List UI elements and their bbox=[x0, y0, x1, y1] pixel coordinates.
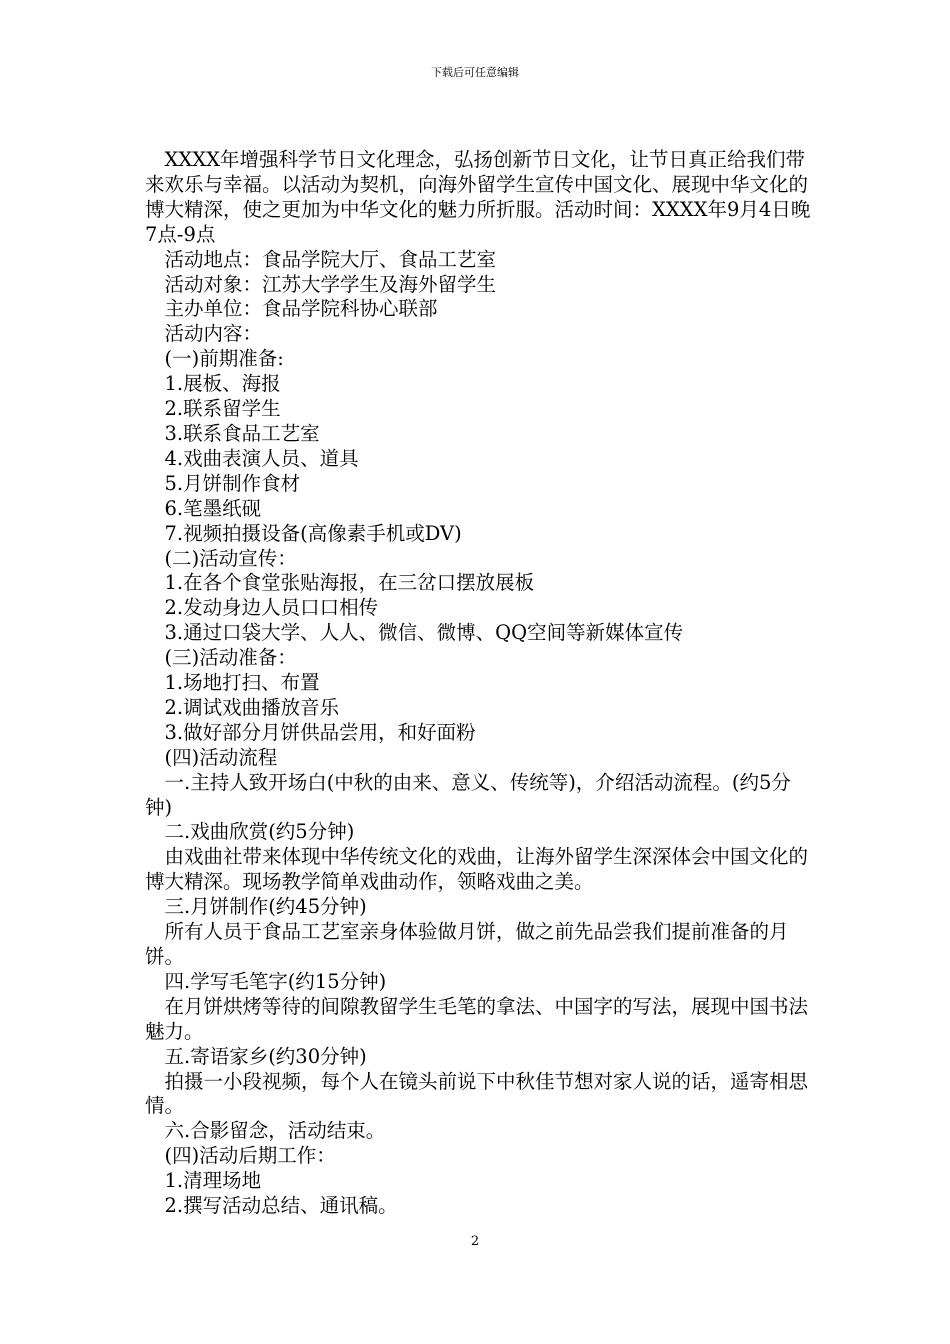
list-item: 1.展板、海报 bbox=[164, 372, 281, 396]
section-heading-followup: (四)活动后期工作： bbox=[164, 1144, 336, 1168]
process-step: 六.合影留念，活动结束。 bbox=[164, 1119, 386, 1143]
list-item: 6.笔墨纸砚 bbox=[164, 496, 262, 520]
process-description: 由戏曲社带来体现中华传统文化的戏曲，让海外留学生深深体会中国文化的博大精深。现场教学简单戏曲动作，领略戏曲之美。 bbox=[145, 845, 809, 894]
document-body bbox=[145, 148, 813, 1219]
list-item: 3.做好部分月饼供品尝用，和好面粉 bbox=[164, 720, 476, 744]
list-item: 2.发动身边人员口口相传 bbox=[164, 596, 379, 620]
process-step: 二.戏曲欣赏(约5分钟) bbox=[164, 820, 355, 844]
list-item: 2.撰写活动总结、通讯稿。 bbox=[164, 1194, 398, 1218]
list-item: 1.在各个食堂张贴海报，在三岔口摆放展板 bbox=[164, 571, 535, 595]
section-heading-preparation: (一)前期准备: bbox=[164, 347, 284, 371]
paragraph-audience: 活动对象：江苏大学学生及海外留学生 bbox=[164, 272, 497, 296]
process-step: 四.学写毛笔字(约15分钟) bbox=[164, 969, 387, 993]
list-item: 4.戏曲表演人员、道具 bbox=[164, 446, 359, 470]
process-step: 一.主持人致开场白(中秋的由来、意义、传统等)，介绍活动流程。(约5分钟) bbox=[145, 770, 791, 819]
page-header: 下载后可任意编辑 bbox=[431, 66, 519, 79]
paragraph-intro: XXXX年增强科学节日文化理念，弘扬创新节日文化，让节日真正给我们带来欢乐与幸福。以活动为契机，向海外留学生宣传中国文化、展现中华文化的博大精深，使之更加为中华文化的魅力所折服。活动时间：XXXX年9月4日晚7点-9点 bbox=[145, 148, 811, 246]
section-heading-promotion: (二)活动宣传： bbox=[164, 546, 297, 570]
section-heading-process: (四)活动流程 bbox=[164, 745, 278, 769]
list-item: 1.场地打扫、布置 bbox=[164, 671, 320, 695]
list-item: 3.通过口袋大学、人人、微信、微博、QQ空间等新媒体宣传 bbox=[164, 621, 684, 645]
paragraph-organizer: 主办单位：食品学院科协心联部 bbox=[164, 297, 438, 321]
page-number: 2 bbox=[470, 1234, 480, 1249]
process-description: 拍摄一小段视频，每个人在镜头前说下中秋佳节想对家人说的话，遥寄相思情。 bbox=[145, 1069, 809, 1118]
paragraph-location: 活动地点：食品学院大厅、食品工艺室 bbox=[164, 247, 497, 271]
paragraph-content-heading: 活动内容： bbox=[164, 322, 263, 346]
section-heading-setup: (三)活动准备： bbox=[164, 646, 297, 670]
process-step: 五.寄语家乡(约30分钟) bbox=[164, 1044, 367, 1068]
list-item: 2.调试戏曲播放音乐 bbox=[164, 695, 340, 719]
list-item: 3.联系食品工艺室 bbox=[164, 421, 320, 445]
list-item: 5.月饼制作食材 bbox=[164, 471, 301, 495]
process-step: 三.月饼制作(约45分钟) bbox=[164, 895, 367, 919]
list-item: 1.清理场地 bbox=[164, 1169, 262, 1193]
list-item: 2.联系留学生 bbox=[164, 397, 281, 421]
list-item: 7.视频拍摄设备(高像素手机或DV) bbox=[164, 521, 462, 545]
process-description: 所有人员于食品工艺室亲身体验做月饼，做之前先品尝我们提前准备的月饼。 bbox=[145, 920, 789, 968]
process-description: 在月饼烘烤等待的间隙教留学生毛笔的拿法、中国字的写法，展现中国书法魅力。 bbox=[145, 994, 809, 1043]
